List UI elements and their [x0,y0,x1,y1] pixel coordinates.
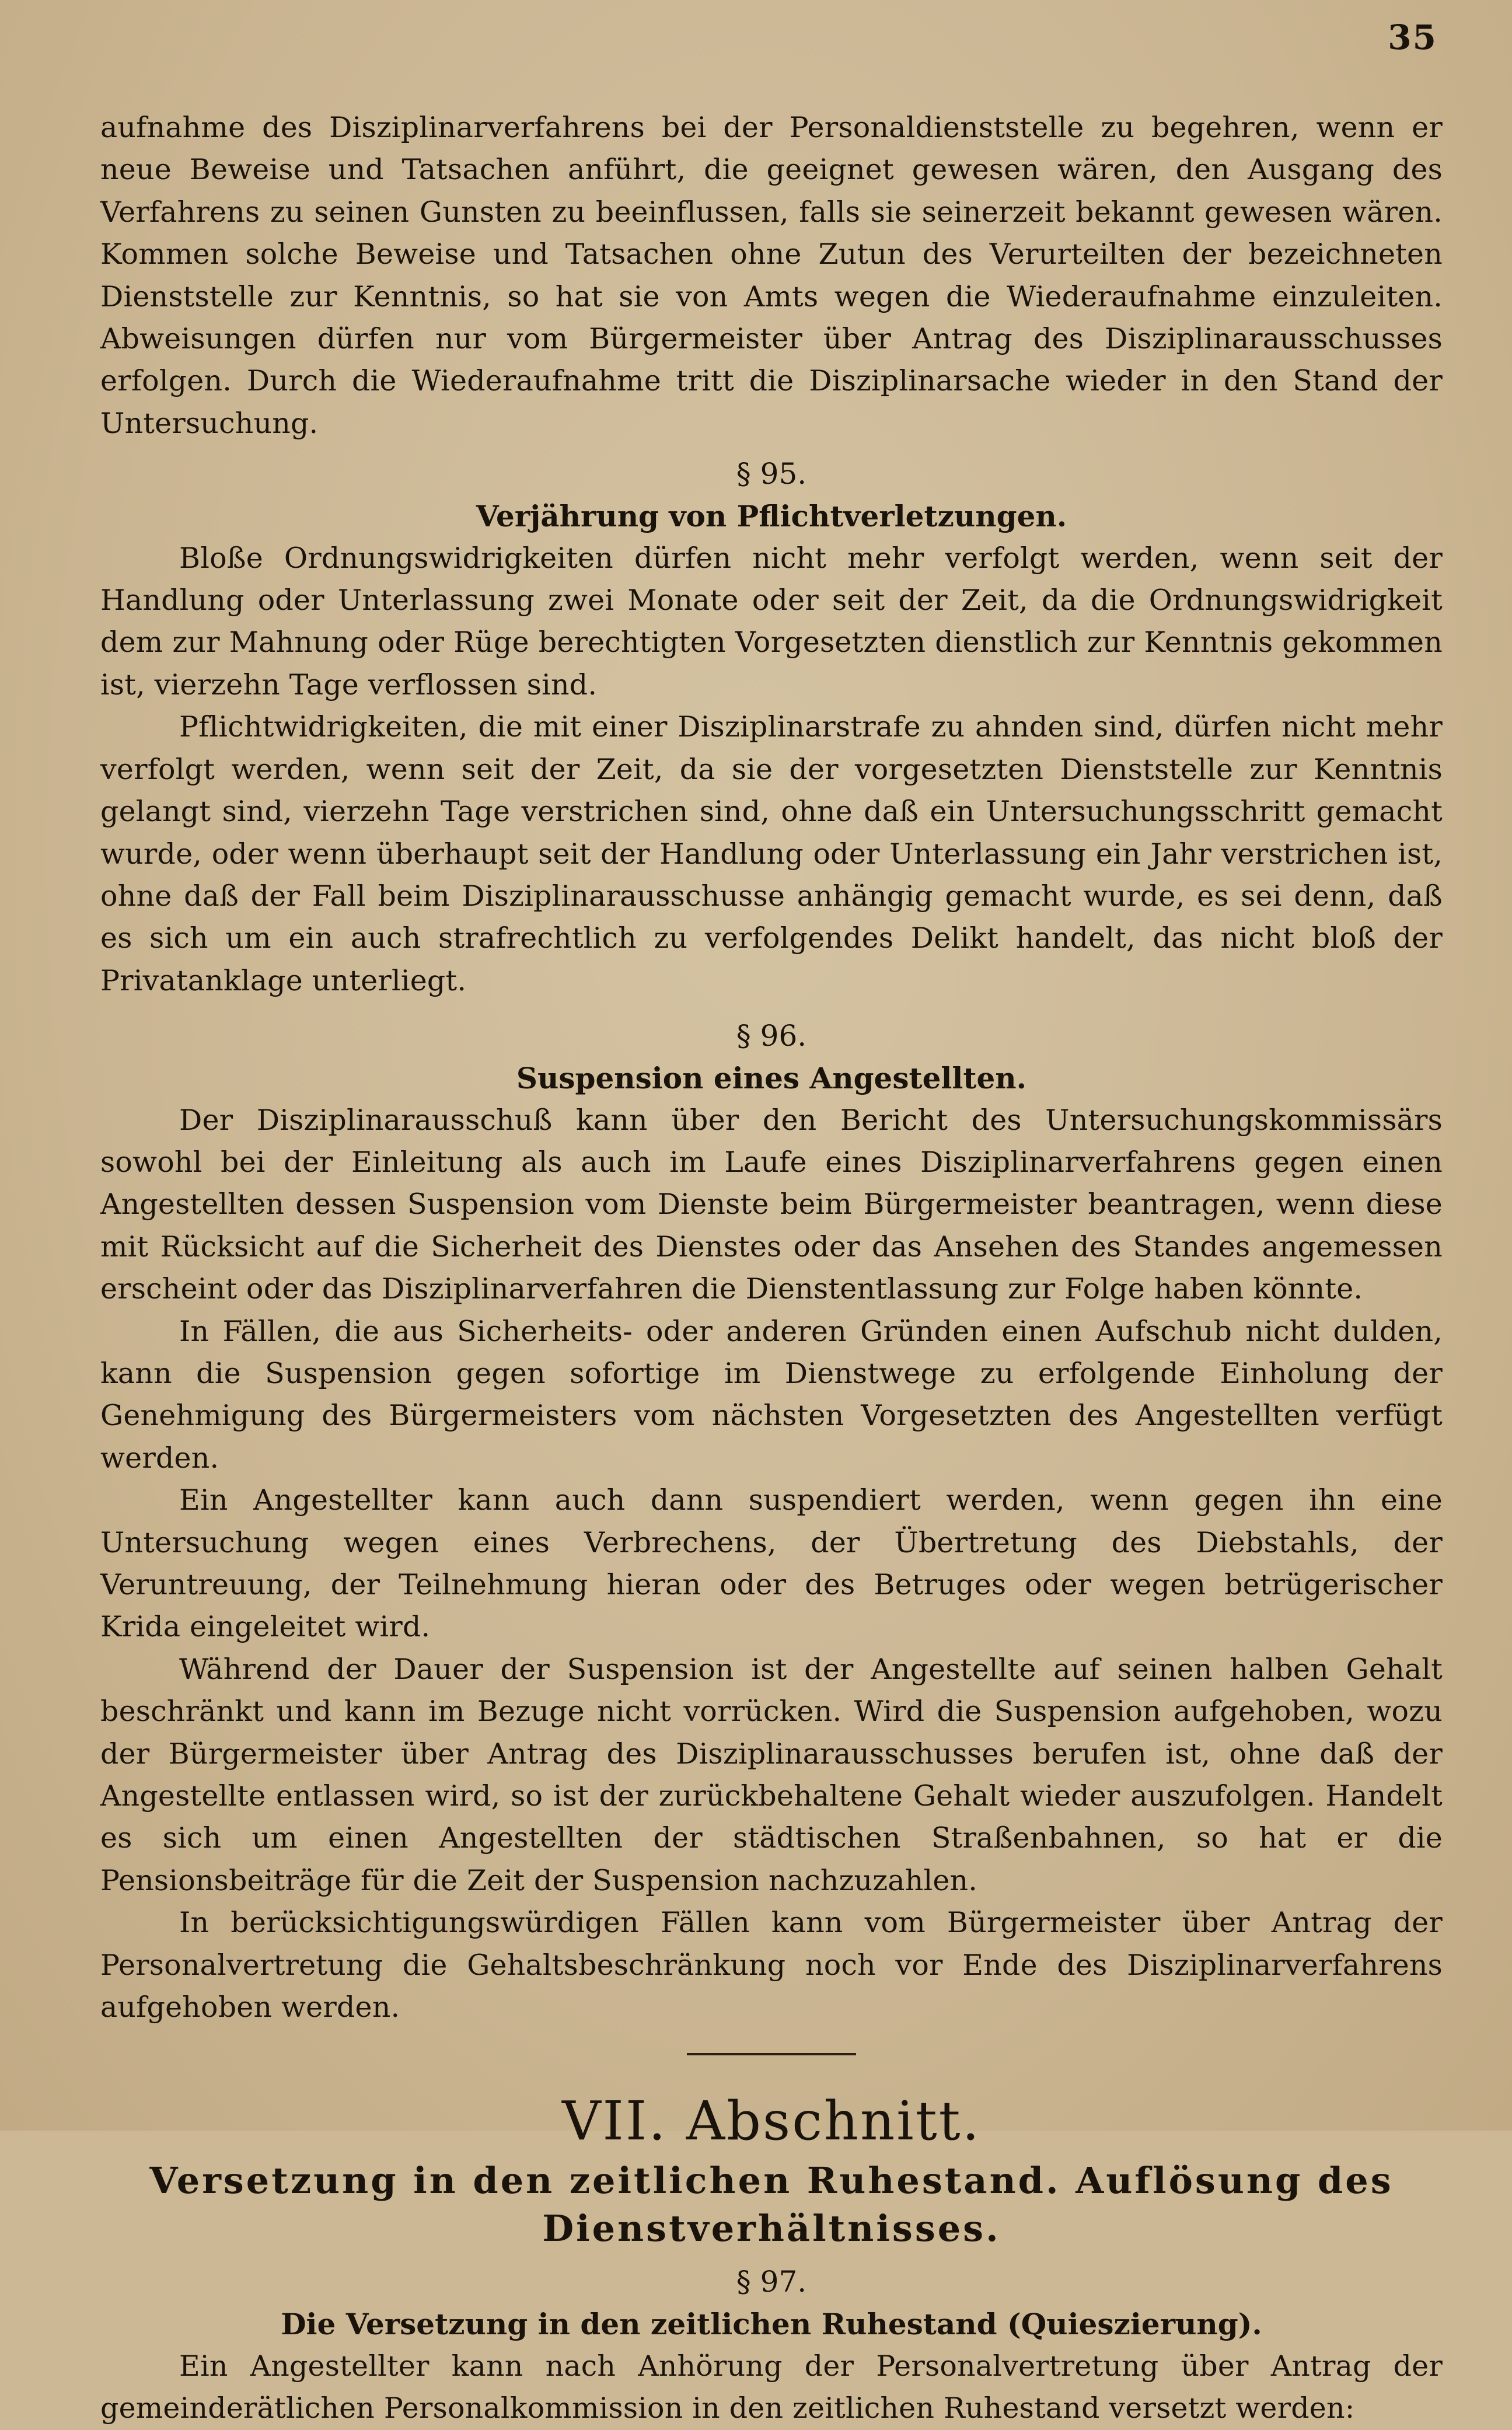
chapter-subtitle: Versetzung in den zeitlichen Ruhestand. Auflösung des Dienstverhältnisses. [149,2159,1394,2250]
section-96-title: Suspension eines Angestellten. [516,1060,1027,1095]
section-97-number: § 97. [736,2265,807,2299]
section-96-paragraph-4: Während der Dauer der Suspension ist der Angestellte auf seinen halben Gehalt beschränkt und kann im Bezuge nicht vorrücken. Wird die Suspension aufgehoben, wozu der Bürgermeister über Antrag des Disziplinarausschusses berufen ist, ohne daß der Angestellte entlassen wird, so ist der zurückbehaltene Gehalt wieder auszufolgen. Handelt es sich um einen Angestellten der städtischen Straßenbahnen, so hat er die Pensionsbeiträge für die Zeit der Suspension nachzuzahlen. [100,1652,1443,1897]
section-divider [687,2053,856,2055]
intro-paragraph: aufnahme des Disziplinarverfahrens bei der Personaldienststelle zu begehren, wenn er neue Beweise und Tatsachen anführt, die geeignet gewesen wären, den Ausgang des Verfahrens zu seinen Gunsten zu beeinflussen, falls sie seinerzeit bekannt gewesen wären. Kommen solche Beweise und Tatsachen ohne Zutun des Verurteilten der bezeichneten Dienststelle zur Kenntnis, so hat sie von Amts wegen die Wiederaufnahme einzuleiten. Abweisungen dürfen nur vom Bürgermeister über Antrag des Disziplinarausschusses erfolgen. Durch die Wiederaufnahme tritt die Disziplinarsache wieder in den Stand der Untersuchung. [100,111,1443,440]
section-96-number: § 96. [736,1019,807,1053]
section-95-paragraph-1: Bloße Ordnungswidrigkeiten dürfen nicht mehr verfolgt werden, wenn seit der Handlung oder Unterlassung zwei Monate oder seit der Zeit, da die Ordnungswidrigkeit dem zur Mahnung oder Rüge berechtigten Vorgesetzten dienstlich zur Kenntnis gekommen ist, vierzehn Tage verflossen sind. [100,541,1443,701]
page-content [100,107,1443,2430]
section-95-paragraph-2: Pflichtwidrigkeiten, die mit einer Disziplinarstrafe zu ahnden sind, dürfen nicht mehr verfolgt werden, wenn seit der Zeit, da sie der vorgesetzten Dienststelle zur Kenntnis gelangt sind, vierzehn Tage verstrichen sind, ohne daß ein Untersuchungsschritt gemacht wurde, oder wenn überhaupt seit der Handlung oder Unterlassung ein Jahr verstrichen ist, ohne daß der Fall beim Disziplinarausschusse anhängig gemacht wurde, es sei denn, daß es sich um ein auch strafrechtlich zu verfolgendes Delikt handelt, das nicht bloß der Privatanklage unterliegt. [100,710,1443,997]
section-96-paragraph-3: Ein Angestellter kann auch dann suspendiert werden, wenn gegen ihn eine Untersuchung wegen eines Verbrechens, der Übertretung des Diebstahls, der Veruntreuung, der Teilnehmung hieran oder des Betruges oder wegen betrügerischer Krida eingeleitet wird. [100,1483,1443,1644]
section-96-paragraph-5: In berücksichtigungswürdigen Fällen kann vom Bürgermeister über Antrag der Personalvertretung die Gehaltsbeschränkung noch vor Ende des Disziplinarverfahrens aufgehoben werden. [100,1906,1443,2024]
section-96-paragraph-1: Der Disziplinarausschuß kann über den Bericht des Untersuchungskommissärs sowohl bei der Einleitung als auch im Laufe eines Disziplinarverfahrens gegen einen Angestellten dessen Suspension vom Dienste beim Bürgermeister beantragen, wenn diese mit Rücksicht auf die Sicherheit des Dienstes oder das Ansehen des Standes angemessen erscheint oder das Disziplinarverfahren die Dienstentlassung zur Folge haben könnte. [100,1103,1443,1306]
section-97-title: Die Versetzung in den zeitlichen Ruhestand (Quieszierung). [281,2306,1262,2341]
page-number: 35 [1388,18,1437,57]
section-96-paragraph-2: In Fällen, die aus Sicherheits- oder anderen Gründen einen Aufschub nicht dulden, kann die Suspension gegen sofortige im Dienstwege zu erfolgende Einholung der Genehmigung des Bürgermeisters vom nächsten Vorgesetzten des Angestellten verfügt werden. [100,1314,1443,1475]
section-95-title: Verjährung von Pflichtverletzungen. [476,498,1067,533]
section-95-number: § 95. [736,457,807,491]
chapter-title: VII. Abschnitt. [562,2090,981,2153]
section-97-paragraph-1: Ein Angestellter kann nach Anhörung der Personalvertretung über Antrag der gemeinderätlichen Personalkommission in den zeitlichen Ruhestand versetzt werden: [100,2349,1443,2425]
